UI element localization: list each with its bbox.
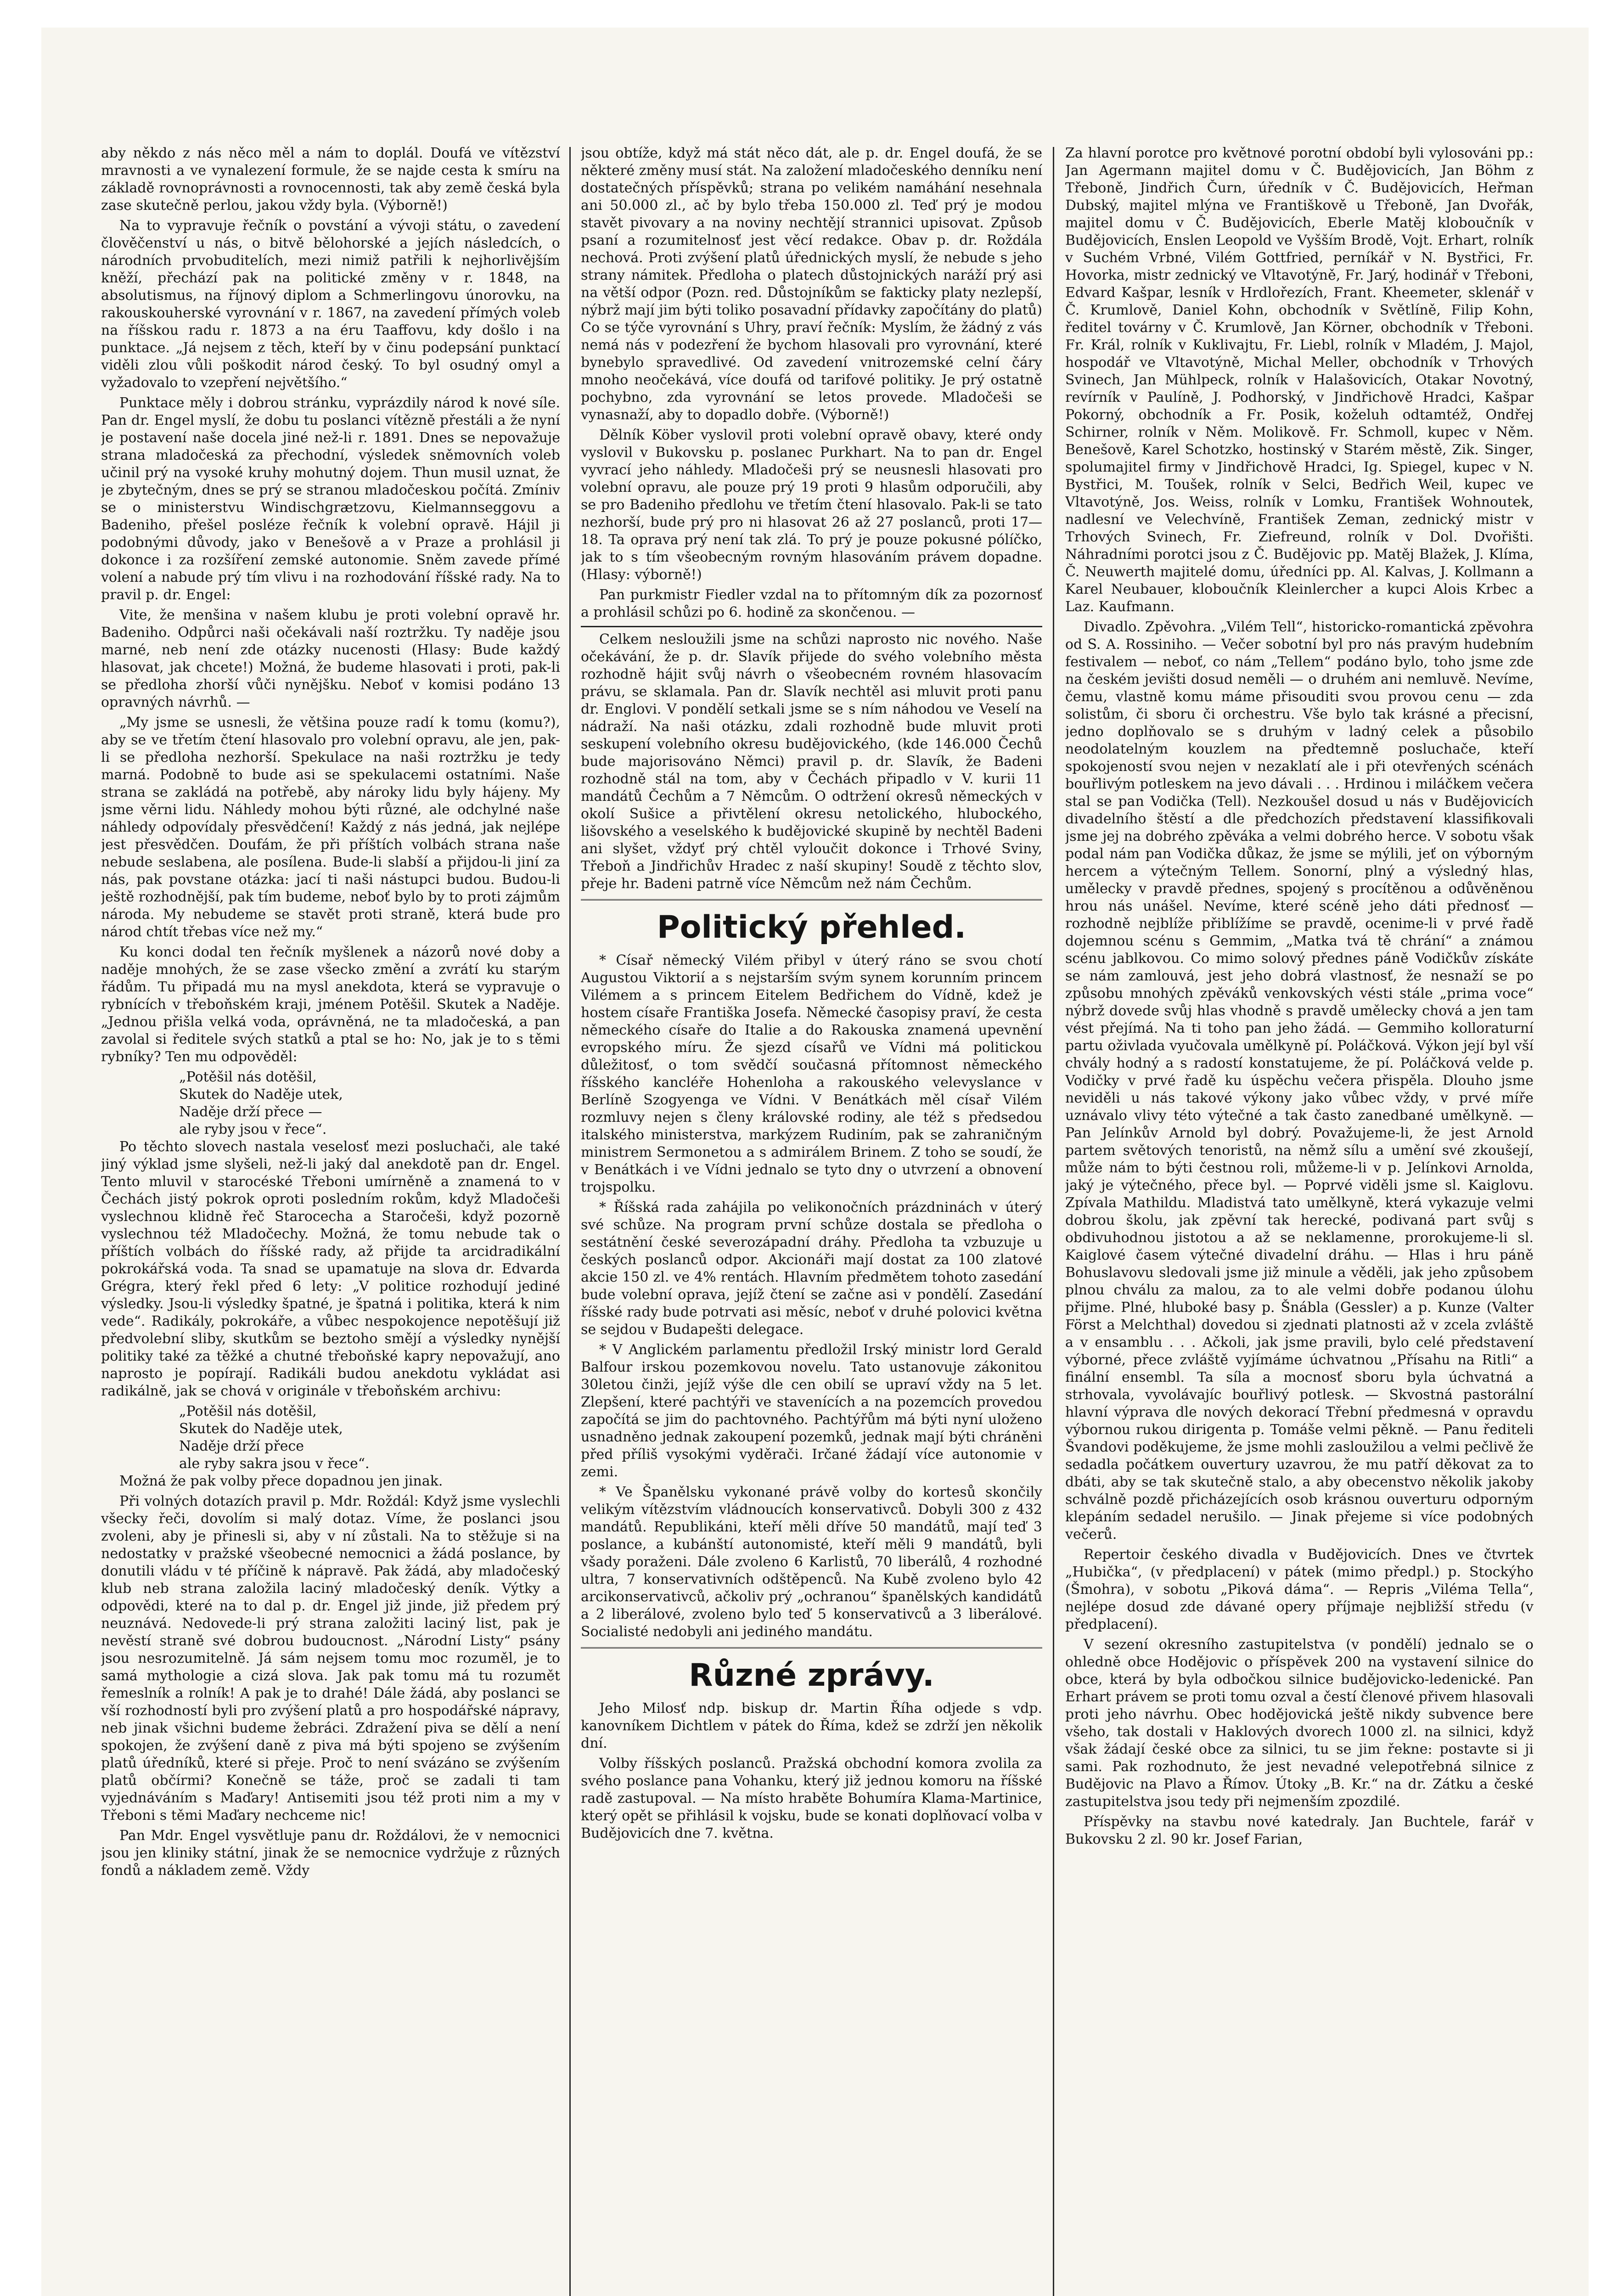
paragraph: * V Anglickém parlamentu předložil Irský ministr lord Gerald Balfour irskou pozemkovou novelu. Tato ustanovuje zákonitou 30letou činži, jejíž výše dle cen obilí se upraví vždy na 5 let. Zlepšení, které pachtýři ve stavenících a na pozemcích provedou započítá se jim do pachtovného. Pachtýřům má býti nyní uloženo usnadněno jednak zakoupení pozemků, jednak mají býti chráněni před příliš vysokými vyděrači. Irčané žádají více autonomie v zemi.: [581, 1342, 1042, 1480]
verse-line: Naděje drží přece: [179, 1438, 304, 1454]
paragraph: aby někdo z nás něco měl a nám to doplál. Doufá ve vítězství mravnosti a ve vynalezení formule, že se najde cesta k smíru na základě rovnoprávnosti a rovnocennosti, tak aby země česká byla zase skutečně perlou, jakou vždy byla. (Výborně!): [101, 145, 560, 214]
section-divider: [581, 899, 1042, 902]
paragraph: Ku konci dodal ten řečník myšlenek a názorů nové doby a naděje mnohých, že se zase všecko změní a zvrátí ku starým řádům. Tu připadá mu na mysl anekdota, která se vypravuje o rybnících v třeboňském kraji, jménem Potěšil. Skutek a Naděje. „Jednou přišla velká voda, oprávněná, ne ta mladočeská, a pan zavolal si ředitele svých statků a ptal se ho: No, jak je to s těmi rybníky? Ten mu odpověděl:: [101, 944, 560, 1065]
paragraph: Na to vypravuje řečník o povstání a vývoji státu, o zavedení člověčenství u nás, o bitvě bělohorské a jejích následcích, o národních prvobuditelích, mezi nimiž patřili k nejhorlivějším kněží, přechází pak na politické změny v r. 1848, na absolutismus, na říjnový diplom a Schmerlingovu únorovku, na rakouskouherské vyrovnání v r. 1867, na zavedení přímých voleb na říšskou radu r. 1873 a na éru Taaffovu, kdy došlo i na punktace. „Já nejsem z těch, kteří by v činu podepsání punktací viděli zlou vůli poškodit národ český. To byl osudný omyl a vyžadovalo to vzepření největšího.“: [101, 218, 560, 391]
paragraph: Jeho Milosť ndp. biskup dr. Martin Říha odjede s vdp. kanovníkem Dichtlem v pátek do Říma, kdež se zdrží jen několik dní.: [581, 1700, 1042, 1751]
column-rule: [1053, 147, 1054, 2296]
verse-line: Naděje drží přece —: [179, 1104, 322, 1120]
paragraph: Punktace měly i dobrou stránku, vyprázdily národ k nové síle. Pan dr. Engel myslí, že dobu tu poslanci vítězně přestáli a že nyní je postavení naše docela jiné než-li r. 1891. Dnes se nepovažuje strana mladočeská za přechodní, výsledek sněmovních voleb učinil prý na vysoké kruhy mohutný dojem. Thun musil uznat, že je zbytečným, dnes se prý se stranou mladočeskou počítá. Zmíniv se o ministerstvu Windischgrætzovu, Kielmannseggovu a Badeniho, přešel posléze řečník k volební opravě. Hájil ji podobnými důvody, jako v Benešově a v Praze a prohlásil ji dokonce i za rozšíření zemské autonomie. Sněm zavede přímé volení a nabude prý tím vlivu i na rozhodování říšské rady. Na to pravil p. dr. Engel:: [101, 395, 560, 603]
verse-line: ale ryby jsou v řece“.: [179, 1121, 327, 1137]
section-divider: [581, 626, 1042, 627]
paragraph: Vite, že menšina v našem klubu je proti volební opravě hr. Badeniho. Odpůrci naši očekávali naší roztržku. Ty naděje jsou marné, neb není zde otázky nucenosti (Hlasy: Bude každý hlasovat, jak chcete!) Možná, že budeme hlasovati i proti, pak-li se předloha zhorší vůči nynějšku. Neboť v komisi podáno 13 opravných návrhů. —: [101, 607, 560, 710]
paragraph: Dělník Köber vyslovil proti volební opravě obavy, které ondy vyslovil v Bukovsku p. poslanec Purkhart. Na to pan dr. Engel vyvrací jeho náhledy. Mladočeši prý se neusnesli hlasovati pro volební opravu, ale pouze prý 19 proti 9 hlasům odporučili, aby se pro Badeniho předlohu ve třetím čtení hlasovalo. Pak-li se tato nezhorší, bude prý pro ni hlasovat 26 až 27 poslanců, proti 17—18. Ta oprava prý není tak zlá. To prý je pouze pokusné pólíčko, jak to s tím všeobecným rovným hlasováním právem dopadne. (Hlasy: výborně!): [581, 427, 1042, 583]
paragraph: Pan purkmistr Fiedler vzdal na to přítomným dík za pozornosť a prohlásil schůzi po 6. hodině za skončenou. —: [581, 587, 1042, 620]
newspaper-page: [41, 28, 1589, 2296]
paragraph: Repertoir českého divadla v Budějovicích. Dnes ve čtvrtek „Hubička“, (v předplacení) v pátek (mimo předpl.) p. Stockýho (Šmohra), v sobotu „Piková dáma“. — Repris „Viléma Tella“, nejlépe dosud zde dávané opery příjmaje nejbližší středu (v předplacení).: [1065, 1547, 1534, 1632]
verse-line: Skutek do Naděje utek,: [179, 1086, 343, 1103]
paragraph: Příspěvky na stavbu nové katedraly. Jan Buchtele, farář v Bukovsku 2 zl. 90 kr. Josef Farian,: [1065, 1814, 1534, 1847]
verse-line: „Potěšil nás dotěšil,: [179, 1069, 317, 1085]
paragraph: Při volných dotazích pravil p. Mdr. Roždál: Když jsme vyslechli všecky řeči, dovolím si malý dotaz. Víme, že poslanci jsou zvoleni, aby je přinesli si, aby v ní zůstali. Na to stěžuje si na nedostatky v pražské všeobecné nemocnici a žádá poslance, by donutili vládu v té příčině k nápravě. Pak žádá, aby mladočeský klub neb strana založila laciný mladočeský deník. Výtky a odpovědi, které na to dal p. dr. Engel již jinde, již předem prý neuznává. Nedovede-li prý strana založiti laciný list, pak je nevěstí straně své dobrou budoucnost. „Národní Listy“ psány jsou nesrozumitelně. Já sám nejsem tomu moc rozuměl, je to samá mythologie a cizá slova. Jak pak tomu má tu rozumět řemeslník a rolník! A pak je to drahé! Dále žádá, aby poslanci se vší rozhodností byli pro zvýšení platů a pro hospodářské nápravy, neb jinak všichni budeme žebráci. Zdražení piva se dělí a není spokojen, že zvýšení daně z piva má býti spojeno se zvýšením platů úředníků, které si přeje. Proč to není svázáno se zvýšením platů občírmi? Konečně se táže, proč se zadali ti tam vyjednáváním s Maďary! Antisemiti jsou též proti nim a my v Třeboni s těmi Maďary nechceme nic!: [101, 1493, 560, 1823]
column-middle: [581, 145, 1042, 2296]
verse-line: ale ryby sakra jsou v řece“.: [179, 1456, 370, 1472]
column-right: [1065, 145, 1534, 2296]
paragraph: jsou obtíže, když má stát něco dát, ale p. dr. Engel doufá, že se některé změny musí stát. Na založení mladočeského denníku není dostatečných příspěvků; strana po velikém namáhání nesehnala ani 50.000 zl., ač by bylo třeba 150.000 zl. Teď prý je modou stavět pivovary a na noviny nechtějí strannici upisovat. Způsob psaní a rozumitelnosť jest věcí redakce. Obav p. dr. Roždála nechová. Proti zvýšení platů úřednických myslí, že nebude s jeho strany námitek. Předloha o platech důstojnických naráží prý asi na větší odpor (Pozn. red. Důstojníkům se fakticky platy nezlepší, nýbrž mají jim býti toliko posavadní přídavky započítány do platů) Co se týče vyrovnání s Uhry, praví řečník: Myslím, že žádný z vás nemá nás v podezření že bychom hlasovali pro vyrovnání, které bynebylo spravedlivé. Od zavedení vnitrozemské celní čáry mnoho neočekává, více doufá od tarifové politiky. Je prý ostatně pochybno, zda vyrovnání se letos provede. Mladočeši se vynasnaží, aby to dopadlo dobře. (Výborně!): [581, 145, 1042, 423]
paragraph: Po těchto slovech nastala veselosť mezi posluchači, ale také jiný výklad jsme slyšeli, než-li jaký dal anekdotě pan dr. Engel. Tento mluvil v starocéské Třeboni umírněně a znamená to v Čechách jistý pokrok oproti posledním rokům, když Mladočeši vyslechnou klidně řeč Starocecha a Staročeši, když pozorně vyslechnou též Mladočechy. Možná, že tomu nebude tak o příštích volbách do říšské rady, až přijde ta arcidradikální pokrokářská voda. Ta snad se upamatuje na slova dr. Edvarda Grégra, který řekl před 6 lety: „V politice rozhodují jediné výsledky. Jsou-li výsledky špatné, je špatná i politika, která k nim vede“. Radikály, pokrokáře, a vůbec nespokojence nepotěšují již předvolební sliby, skutkům se beztoho smějí a výsledky nynější politiky také za těžké a chutné třeboňské kapry nepovažují, ano naprosto je popírají. Radikáli budou anekdotu vykládat asi radikálně, jak se chová v originále v třeboňském archivu:: [101, 1139, 560, 1399]
paragraph: * Císař německý Vilém přibyl v úterý ráno se svou chotí Augustou Viktorií a s nejstarším svým synem korunním princem Vilémem a s princem Eitelem Bedřichem do Vídně, kdež je hostem císaře Františka Josefa. Německé časopisy praví, že cesta německého císaře do Italie a do Rakouska znamená upevnění evropského míru. Že sjezd císařů ve Vídni má politickou důležitosť, o tom svědčí současná přítomnost německého říšského kancléře Hohenloha a rakouského velevyslance v Berlíně Szogyenga ve Vídni. V Benátkách měl císař Vilém rozmluvy nejen s členy královské rodiny, ale též s předsedou italského ministerstva, markýzem Rudiním, pak se zahraničným ministrem Sermonetou a s admirálem Brinem. Z toho se soudí, že v Benátkách i ve Vídni jednalo se tyto dny o utvrzení a obnovení trojspolku.: [581, 952, 1042, 1195]
paragraph: „My jsme se usnesli, že většina pouze radí k tomu (komu?), aby se ve třetím čtení hlasovalo pro volební opravu, ale jen, pak-li se předloha nezhorší. Spekulace na naši roztržku je tedy marná. Podobně to bude asi se spekulacemi ostatními. Naše strana se zakládá na potřebě, aby nároky lidu byly hájeny. My jsme věrni lidu. Náhledy mohou býti různé, ale odchylné naše náhledy odpovídaly přesvědčení! Každý z nás jedná, jak nejlépe jest přesvědčen. Doufám, že při příštích volbách strana naše nebude seslabena, ale posílena. Bude-li slabší a přijdou-li jiní za nás, pak povstane otázka: jací ti naši nástupci budou. Budou-li ještě rozhodnější, pak tím budeme, neboť bylo by to proti zájmům národa. My nebudeme se stavět proti straně, která bude pro národ chtít třebas více než my.“: [101, 715, 560, 940]
paragraph: * Říšská rada zahájila po velikonočních prázdninách v úterý své schůze. Na program první schůze dostala se předloha o sestátnění české severozápadní dráhy. Předloha ta vzbuzuje u českých poslanců odpor. Akcionáři mají dostat za 100 zlatové akcie 150 zl. ve 4% rentách. Hlavním předmětem tohoto zasedání bude volební oprava, jejíž čtení se začne asi v pondělí. Zasedání říšské rady bude potrvati asi měsíc, neboť v druhé polovici května se sejdou v Budapešti delegace.: [581, 1199, 1042, 1338]
paragraph: Pan Mdr. Engel vysvětluje panu dr. Roždálovi, že v nemocnici jsou jen kliniky státní, jinak že se nemocnice vydržuje z různých fondů a nákladem země. Vždy: [101, 1828, 560, 1879]
section-divider: [581, 1647, 1042, 1650]
column-rule: [569, 147, 571, 2296]
column-left: [101, 145, 560, 2296]
paragraph: Za hlavní porotce pro květnové porotní období byli vylosováni pp.: Jan Agermann majitel domu v Č. Budějovicích, Jan Böhm z Třeboně, Jindřich Čurn, úředník v Č. Budějovicích, Heřman Dubský, majitel mlýna ve Františkově u Třeboně, Jan Dvořák, majitel domu v Č. Budějovicích, Eberle Matěj kloboučník v Budějovicích, Enslen Leopold ve Vyšším Brodě, Vojt. Erhart, rolník v Suchém Vrbné, Vilém Gottfried, perníkář v N. Bystřici, Fr. Hovorka, mistr zednický ve Vltavotýně, Fr. Jarý, hodinář v Třeboni, Edvard Kašpar, lesník v Hrdlořezích, Frant. Kheemeter, sklenář v Č. Krumlově, Daniel Kohn, obchodník v Světlíně, Filip Kohn, ředitel továrny v Č. Krumlově, Jan Körner, obchodník v Třeboni. Fr. Král, rolník v Kuklivajtu, Fr. Liebl, rolník v Mladém, J. Majol, hospodář ve Vltavotýně, Michal Meller, obchodník v Trhových Svinech, Jan Mühlpeck, rolník v Halašovicích, Otakar Novotný, revírník v Paulíně, J. Podhorský, v Jindřichově Hradci, Kašpar Pokorný, obchodník a Fr. Posik, koželuh odtamtéž, Ondřej Schirner, rolník v Něm. Molikově. Fr. Schmoll, kupec v Něm. Benešově, Karel Schotzko, hostinský v Starém městě, Zik. Singer, spolumajitel firmy v Jindřichově Hradci, Ig. Spiegel, kupec v N. Bystřici, M. Toušek, rolník v Selci, Bedřich Weil, kupec ve Vltavotýně, Jos. Weiss, rolník v Lomku, František Wohnoutek, nadlesní ve Velechvíně, František Zeman, zednický mistr v Trhových Svinech, Fr. Ziefreund, rolník v Dol. Dvořišti. Náhradními porotci jsou z Č. Budějovic pp. Matěj Blažek, J. Klíma, Č. Neuwerth majitelé domu, úředníci pp. Al. Kalvas, J. Kollmann a Karel Neubauer, kloboučník Kleinlercher a kupci Alois Krbec a Laz. Kaufmann.: [1065, 145, 1534, 615]
verse-line: „Potěšil nás dotěšil,: [179, 1403, 317, 1419]
paragraph: * Ve Španělsku vykonané právě volby do kortesů skončily velikým vítězstvím vládnoucích konservativců. Dobyli 300 z 432 mandátů. Republikáni, kteří měli dříve 50 mandátů, mají teď 3 poslance, a kubánští autonomisté, kteří měli 9 mandátů, byli všady poraženi. Dále zvoleno 6 Karlistů, 70 liberálů, 4 rozhodné ultra, 7 konservativních odštěpenců. Na Kubě zvoleno bylo 42 arcikonservativců, ačkoliv prý „ochranou“ španělských kandidátů a 2 liberálové, zvoleno bylo teď 5 konservativců a 3 liberálové. Socialisté nedobyli ani jediného mandátu.: [581, 1484, 1042, 1640]
section-heading: Politický přehled.: [657, 909, 966, 945]
paragraph: Volby říšských poslanců. Pražská obchodní komora zvolila za svého poslance pana Vohanku, který již jednou komoru na říšské radě zastupoval. — Na místo hraběte Bohumíra Klama-Martinice, který opět se přihlásil k vojsku, bude se konati doplňovací volba v Budějovicích dne 7. května.: [581, 1756, 1042, 1841]
paragraph: Možná že pak volby přece dopadnou jen jinak.: [119, 1473, 443, 1489]
paragraph: Celkem nesloužili jsme na schůzi naprosto nic nového. Naše očekávání, že p. dr. Slavík přijede do svého volebního města rozhodně hájit svůj návrh o všeobecném rovném hlasovacím právu, se sklamala. Pan dr. Slavík nechtěl asi mluvit proti panu dr. Englovi. V pondělí setkali jsme se s ním náhodou ve Veselí na nádraží. Na naši otázku, zdali rozhodně bude mluvit proti seskupení volebního okresu budějovického, (kde 146.000 Čechů bude majorisováno Němci) pravil p. dr. Slavík, že Badeni rozhodně stál na tom, aby v Čechách připadlo v V. kurii 11 mandátů Čechům a 7 Němcům. O odtržení okresů německých v okolí Sušice a přivtělení okresu netolického, hlubockého, lišovského a veselského k budějovické skupině by nechtěl Badeni ani slyšet, vždyť prý chtěl vyloučit dokonce i Trhové Sviny, Třeboň a Jindřichův Hradec z naší skupiny! Soudě z těchto slov, přeje hr. Badeni patrně více Němcům než nám Čechům.: [581, 631, 1042, 892]
section-heading: Různé zprávy.: [689, 1657, 934, 1694]
paragraph: Divadlo. Zpěvohra. „Vilém Tell“, historicko-romantická zpěvohra od S. A. Rossiniho. — Večer sobotní byl pro nás pravým hudebním festivalem — neboť, co nám „Tellem“ podáno bylo, toho jsme zde na českém jevišti dosud neměli — o druhém ani nemluvě. Nevíme, čemu, vlastně komu máme přisouditi svou provou cenu — zda solistům, či sboru či orchestru. Vše bylo tak krásné a přecisní, jedno doplňovalo se s druhým v ladný celek a působilo neodolatelným kouzlem na předtemně posluchače, kteří spokojeností svou nejen v nezaklatí ale i při otevřených scénách bouřlivým potleskem na jevo dávali . . . Hrdinou i miláčkem večera stal se pan Vodička (Tell). Nezkoušel dosud u nás v Budějovicích divadelního štěstí a dle předchozích představení klassifikovali jsme jej na dobrého zpěváka a velmi dobrého herce. V sobotu však podal nám pan Vodička důkaz, že jsme se mýlili, jeť on výborným hercem a výtečným Tellem. Sonorní, plný a výsledný hlas, umělecky v pravdě přednes, spojený s procítěnou a odůvěněnou hrou nás unášel. Nevíme, které scéně jeho dáti přednosť — rozhodně nejblíže přiblížíme se pravdě, ocenime-li v prvé řadě dojemnou scénu s Gemmim, „Matka tvá tě chrání“ a známou scénu jablkovou. Co mimo solový přednes páně Vodičkův získáte se nám zamlouvá, jest jeho dobrá vlastnosť, že nesnaží se po způsobu mnohých zpěváků venkovských vésti stále „prima voce“ nýbrž dovede svůj hlas vhodně s pravdě umělecky chová a jen tam vést přejímá. Na ti toho pan jeho žádá. — Gemmiho kolloraturní partu oživlada vyučovala umělkyně pí. Poláčková. Výkon její byl vší chvály hodný a s radostí konstatujeme, že pí. Poláčková velde p. Vodičky v prvé řadě ku úspěchu večera přispěla. Dlouho jsme neviděli u nás takové výkony jako vůbec vždy, v prvé míře uznávalo vlivy této výtečné a tak často zanedbané umělkyně. — Pan Jelínkův Arnold byl dobrý. Považujeme-li, že jest Arnold partem světových tenoristů, na němž sílu a umění své zkoušejí, může nám to býti čestnou roli, můžeme-li v p. Jelínkovi Arnolda, jaký je výtečného, přece byl. — Poprvé viděli jsme sl. Kaiglovu. Zpívala Mathildu. Mladistvá tato umělkyně, která vykazuje velmi dobrou školu, jak zpěvní tak herecké, podivaná part svůj s obdivuhodnou jistotou a až se neklamenne, prorokujeme-li sl. Kaiglové časem výtečné divadelní dráhu. — Hlas i hru páně Bohuslavovu sledovali jsme již minule a věděli, jak jeho způsobem plnou chválu za malou, za to ale velmi dobře podanou úlohu přijme. Plné, hluboké basy p. Šnábla (Gessler) a p. Kunze (Valter Först a Melchthal) dovedou si zjednati platnosti až v zcela zvláště a v ensamblu . . . Ačkoli, jak jsme pravili, bylo celé představení výborné, přece zvláště vyjímáme úchvatnou „Přísahu na Ritli“ a finální ensembl. Ta síla a mocnosť sboru byla úchvatná a strhovala, vyvolávajíc bouřlivý potlesk. — Skvostná pastorální hlavní výprava dle nových dekorací Třební předmesná v opravdu výbornou rukou dirigenta p. Tomáše velmi pěkně. — Panu řediteli Švandovi poděkujeme, že jsme mohli zasloužilou a velmi pečlivě že sedadla počátkem ouvertury uzavrou, že mu patří děkovat za to dbáti, aby se tak skutečně stalo, a aby obecenstvo několik jakoby schválně pozdě přicházejících osob krásnou ouverturu odporným klepáním sedadel nerušilo. — Jinak přejeme si více podobných večerů.: [1065, 619, 1534, 1542]
paragraph: V sezení okresního zastupitelstva (v pondělí) jednalo se o ohledně obce Hodějovic o příspěvek 200 na vystavení silnice do obce, která by byla odbočkou silnice budějovicko-ledenické. Pan Erhart právem se proti tomu ozval a čestí členové přivem hlasovali proti jeho návrhu. Obec hodějovická ještě nikdy subvence bere všeho, tak dostali v Haklových dvorech 1000 zl. na silnici, když však žádají české obce za silnici, tu se jim řekne: postavte si ji sami. Pak rozhodnuto, že jest nevadné velepotřebná silnice z Budějovic na Plavo a Římov. Útoky „B. Kr.“ na dr. Zátku a české zastupitelstva jsou tedy při nejmenším zpozdilé.: [1065, 1637, 1534, 1810]
verse-line: Skutek do Naděje utek,: [179, 1421, 343, 1437]
